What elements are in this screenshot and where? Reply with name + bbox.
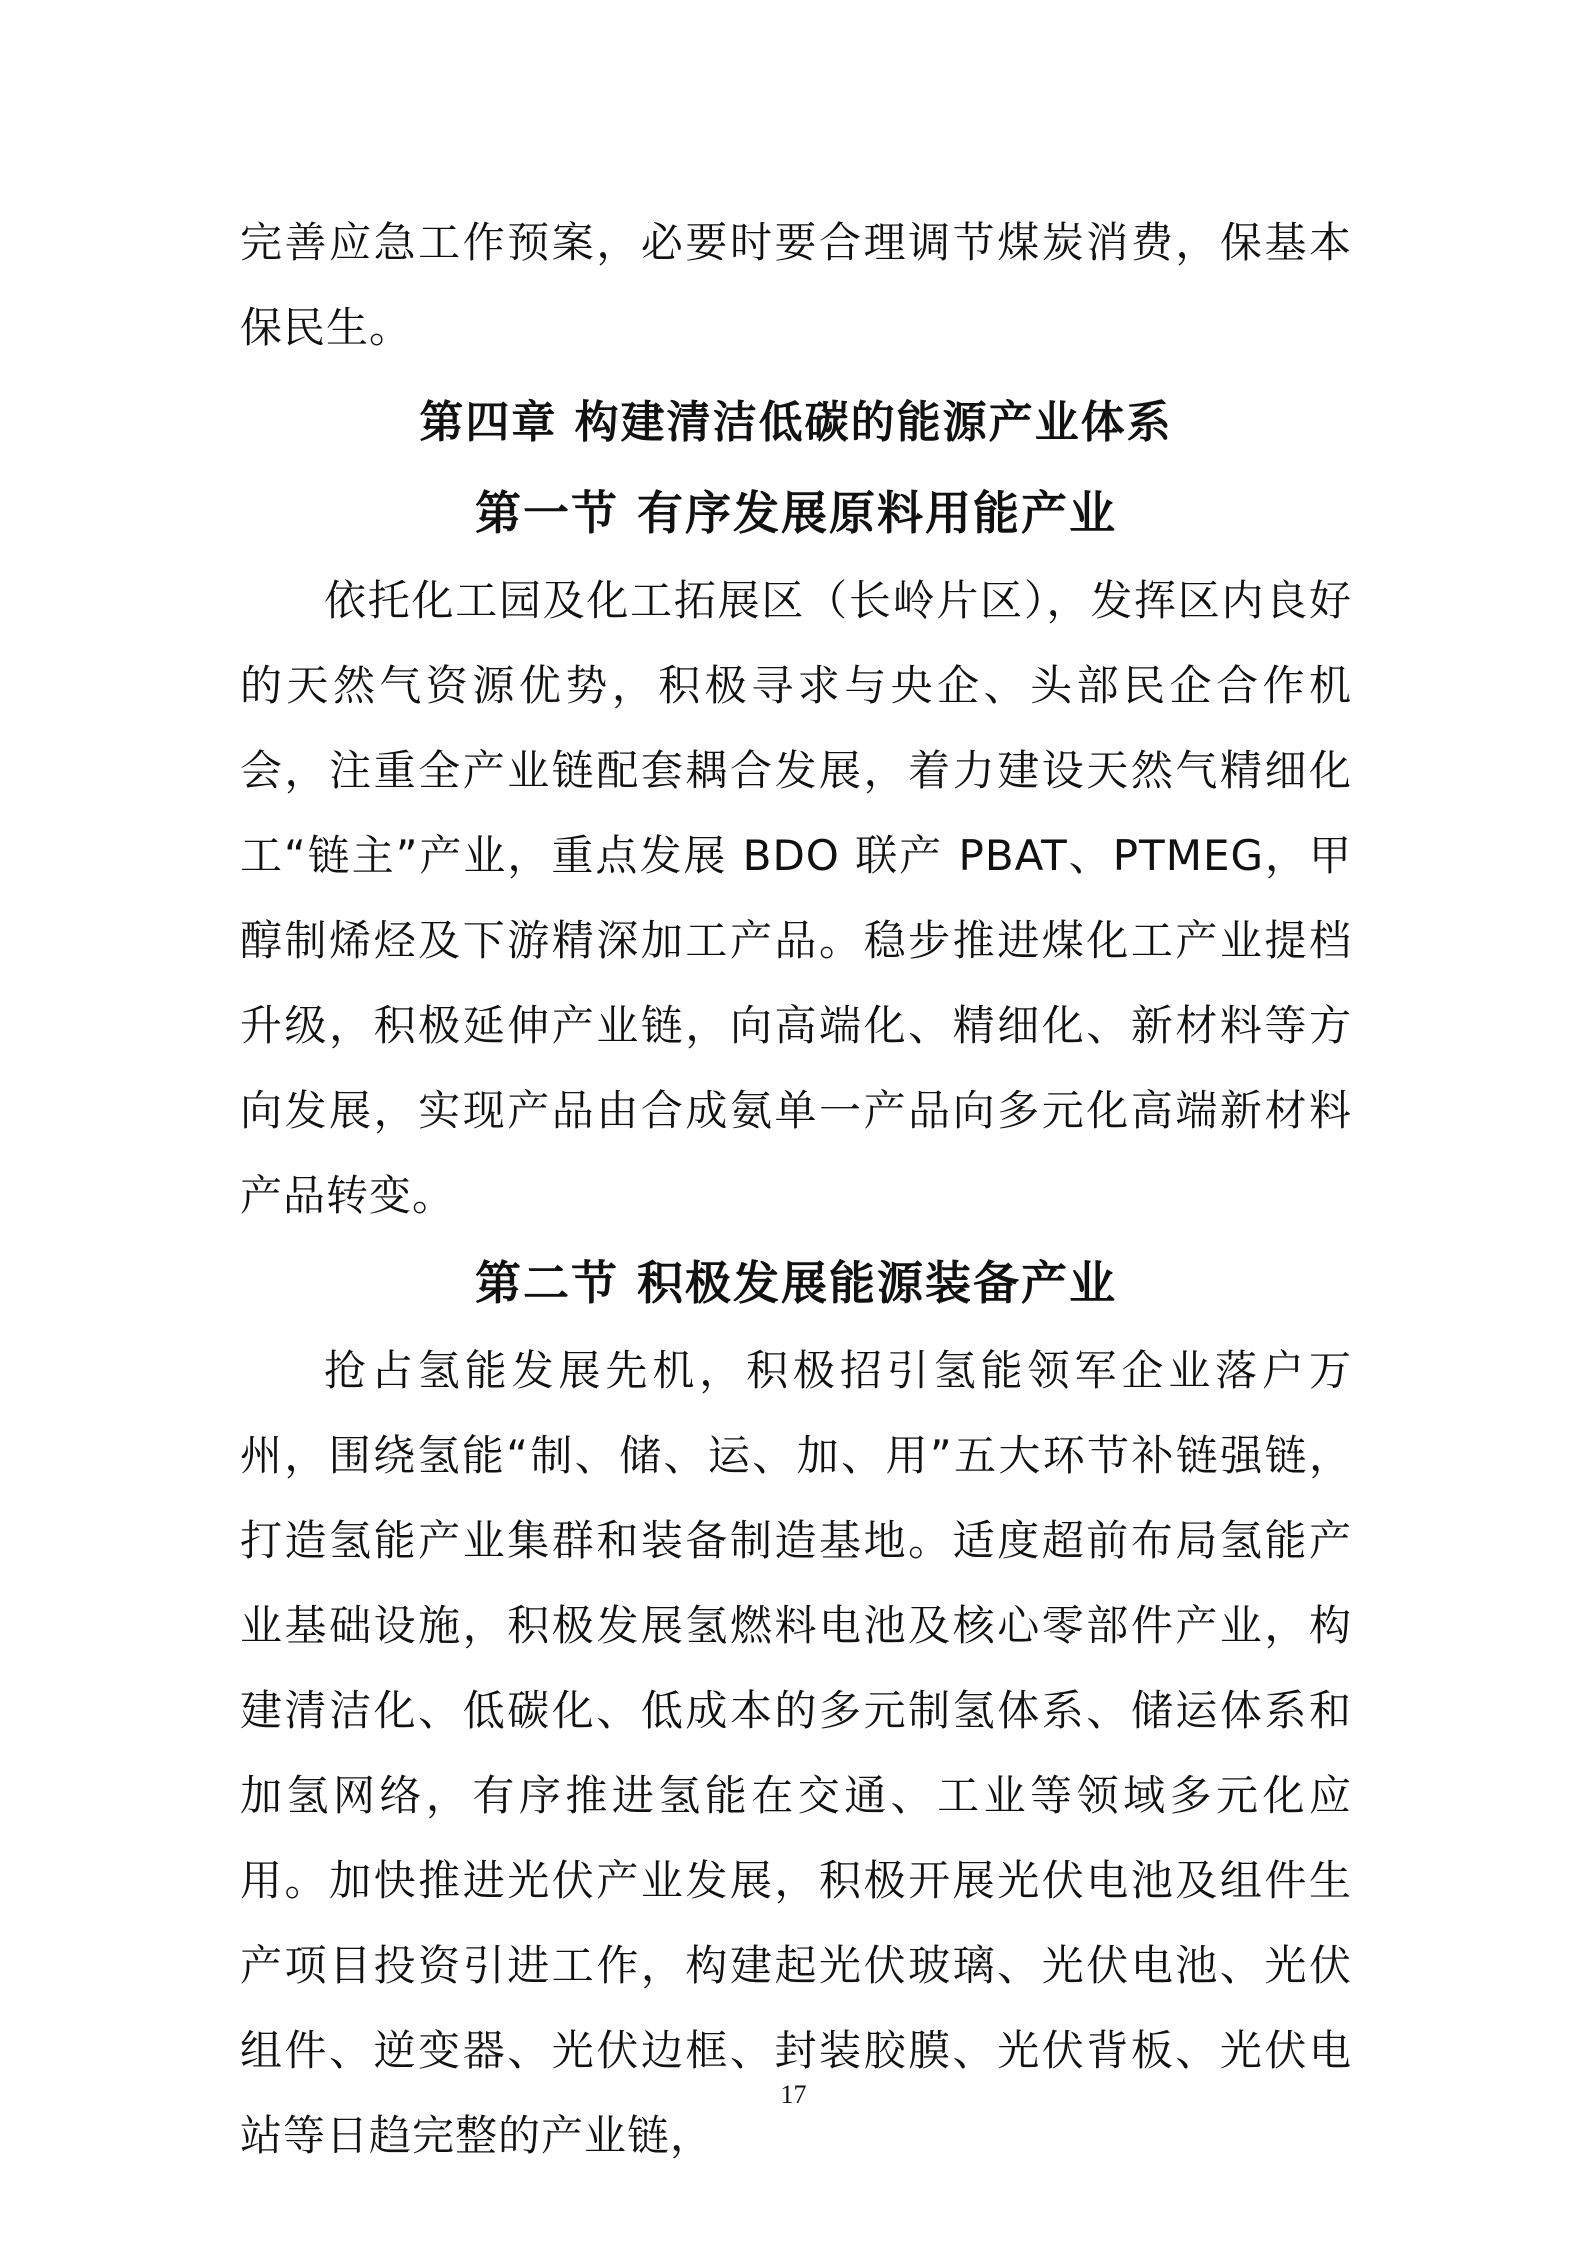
section-1-body: 依托化工园及化工拓展区（长岭片区），发挥区内良好的天然气资源优势，积极寻求与央企、头部民企合作机会，注重全产业链配套耦合发展，着力建设天然气精细化工“链主”产业，重点发展 BDO 联产 PBAT、PTMEG，甲醇制烯烃及下游精深加工产品。稳步推进煤化工产业提档升级，积极延伸产业链，向高端化、精细化、新材料等方向发展，实现产品由合成氨单一产品向多元化高端新材料产品转变。 (240, 576, 1352, 1220)
page-number: 17 (780, 2080, 807, 2109)
chapter-title: 第四章 构建清洁低碳的能源产业体系 (419, 397, 1173, 448)
intro-paragraph: 完善应急工作预案，必要时要合理调节煤炭消费，保基本保民生。 (240, 218, 1352, 352)
section-1-title: 第一节 有序发展原料用能产业 (474, 486, 1117, 540)
section-2-title: 第二节 积极发展能源装备产业 (474, 1256, 1117, 1310)
section-2-body: 抢占氢能发展先机，积极招引氢能领军企业落户万州，围绕氢能“制、储、运、加、用”五大环节补链强链，打造氢能产业集群和装备制造基地。适度超前布局氢能产业基础设施，积极发展氢燃料电池及核心零部件产业，构建清洁化、低碳化、低成本的多元制氢体系、储运体系和加氢网络，有序推进氢能在交通、工业等领域多元化应用。加快推进光伏产业发展，积极开展光伏电池及组件生产项目投资引进工作，构建起光伏玻璃、光伏电池、光伏组件、逆变器、光伏边框、封装胶膜、光伏背板、光伏电站等日趋完整的产业链， (240, 1346, 1352, 2160)
page-content (240, 200, 1352, 2178)
